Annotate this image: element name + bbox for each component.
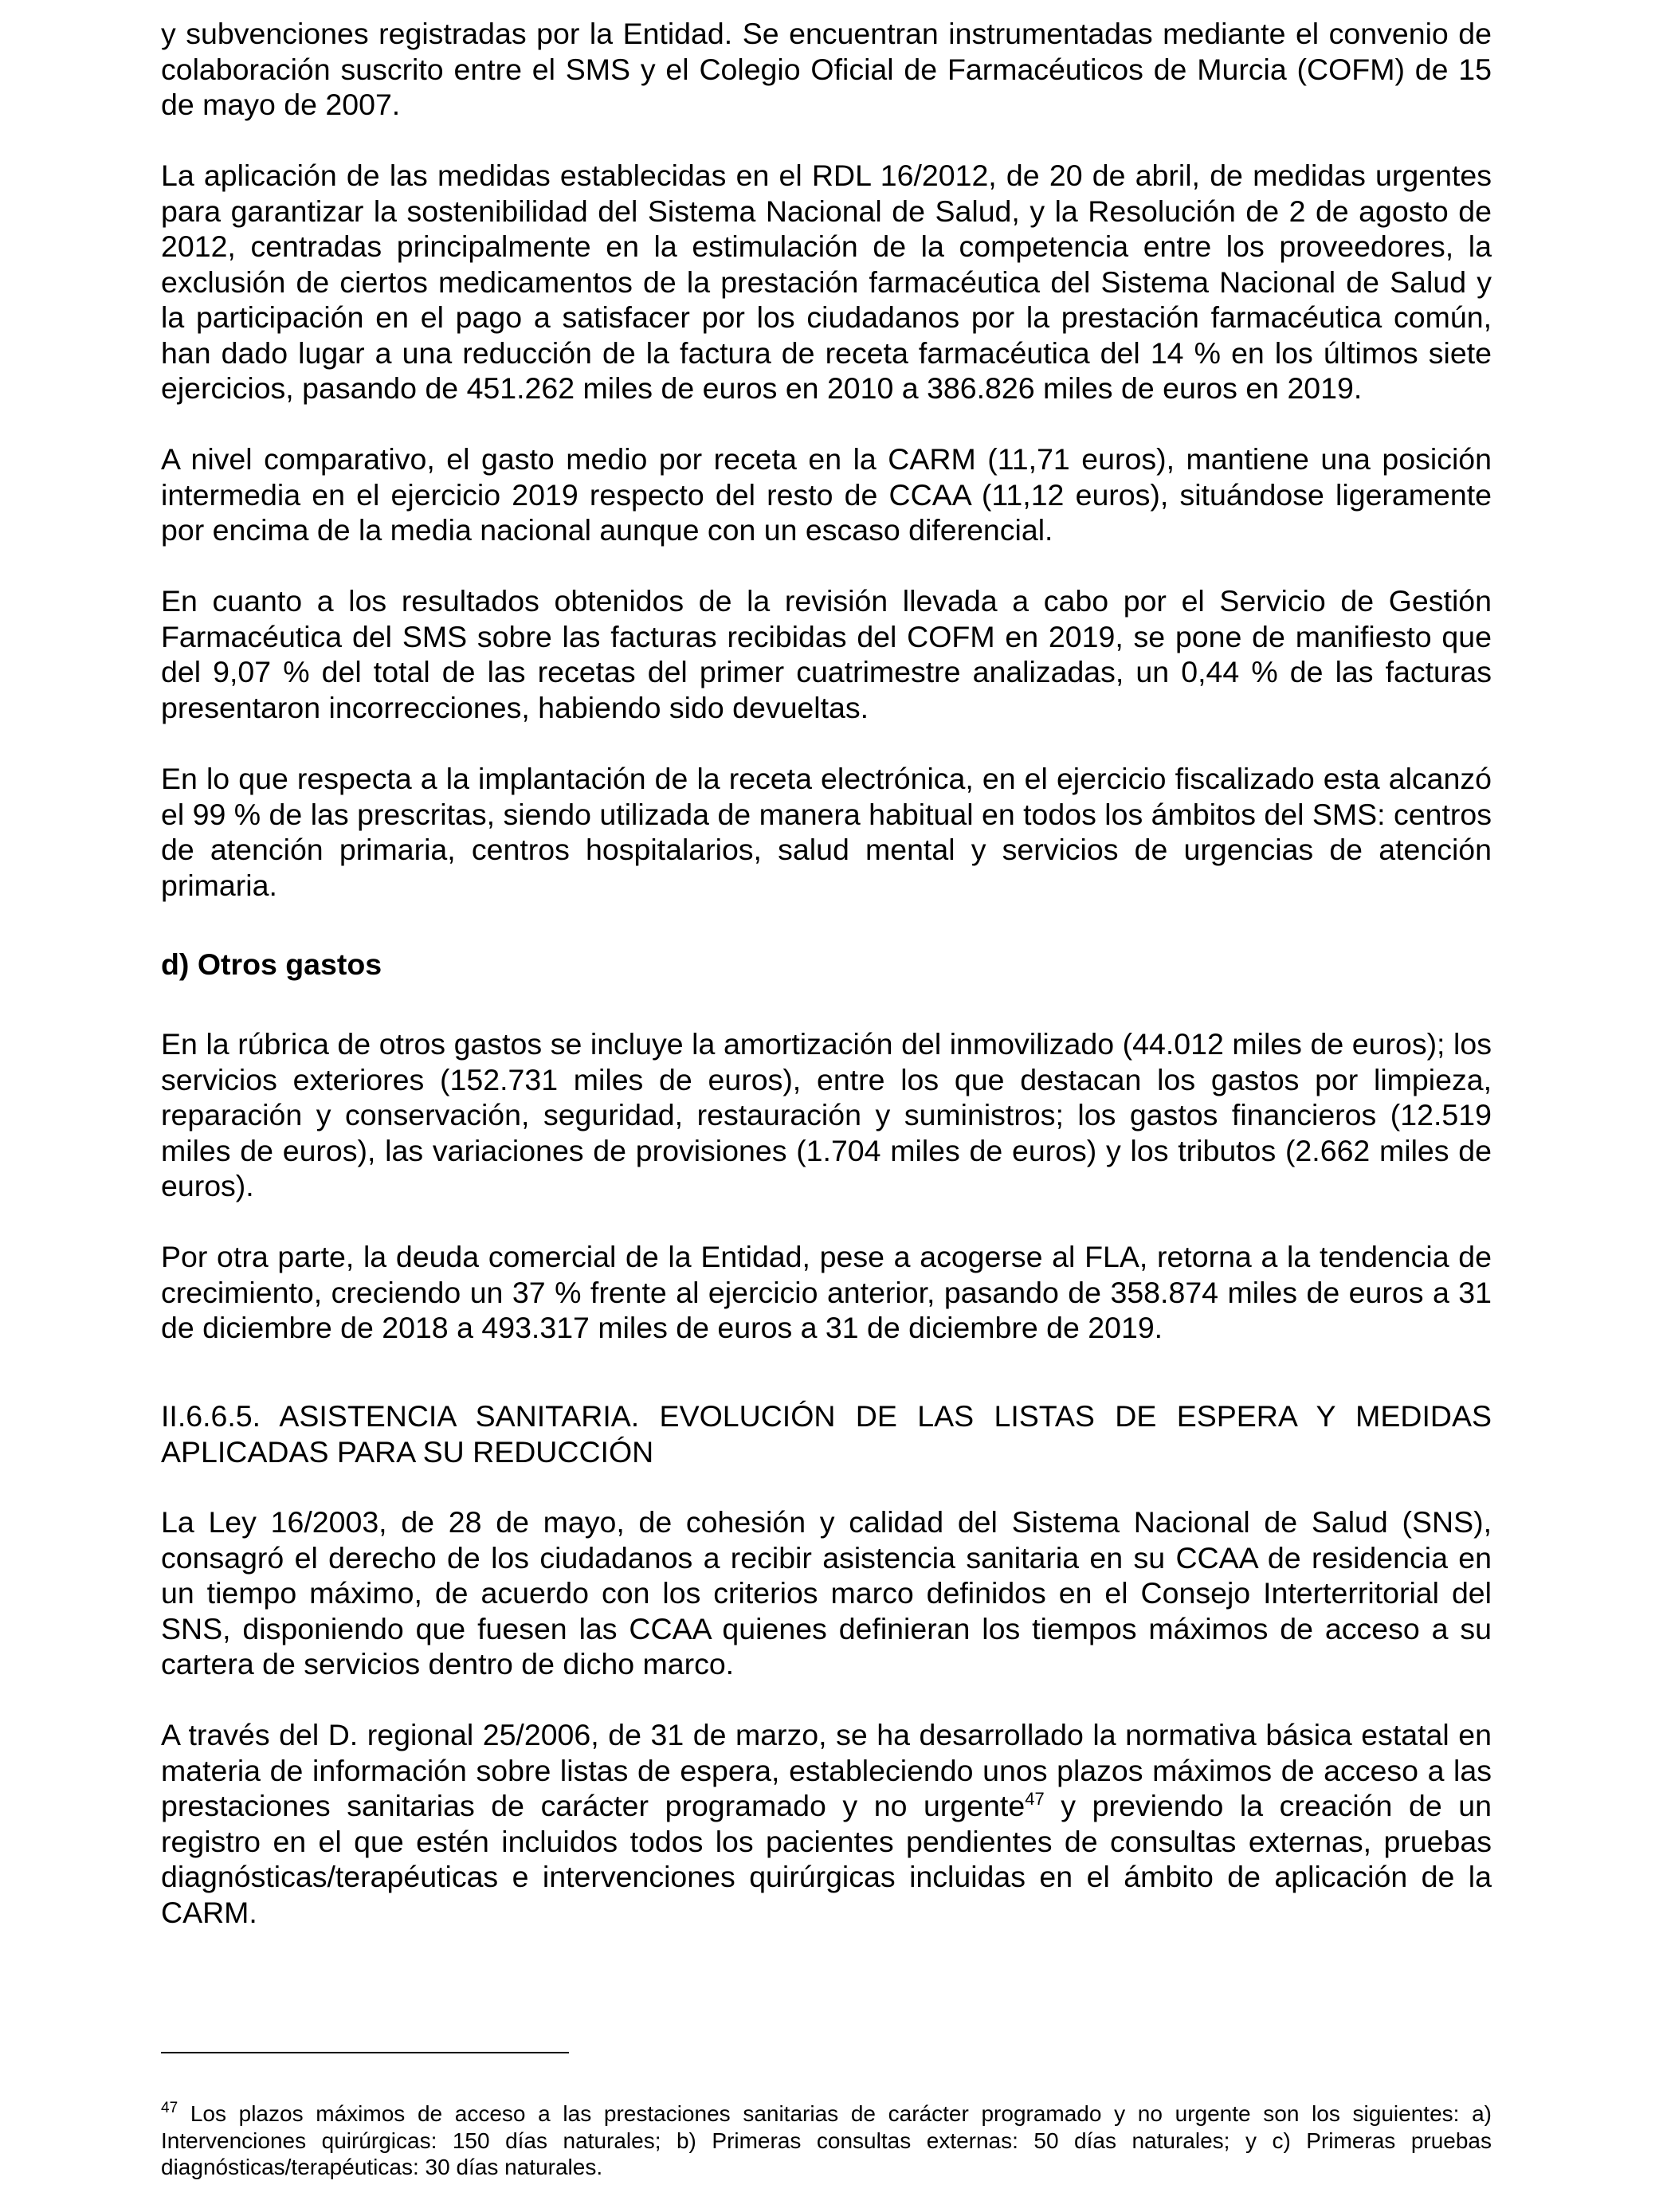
paragraph-otros-gastos: En la rúbrica de otros gastos se incluye la amortización del inmovilizado (44.012 miles de euros); los servicios exteriores (152.731 miles de euros), entre los que destacan los gastos por limpieza, reparación y conservación, seguridad, restauración y suministros; los gastos financieros (12.519 miles de euros), las variaciones de provisiones (1.704 miles de euros) y los tributos (2.662 miles de euros). xyxy=(161,1027,1492,1202)
paragraph-rdl-16-2012: La aplicación de las medidas establecidas en el RDL 16/2012, de 20 de abril, de medidas urgentes para garantizar la sostenibilidad del Sistema Nacional de Salud, y la Resolución de 2 de agosto de 2012, centradas principalmente en la estimulación de la competencia entre los proveedores, la exclusión de ciertos medicamentos de la prestación farmacéutica del Sistema Nacional de Salud y la participación en el pago a satisfacer por los ciudadanos por la prestación farmacéutica común, han dado lugar a una reducción de la factura de receta farmacéutica del 14 % en los últimos siete ejercicios, pasando de 451.262 miles de euros en 2010 a 386.826 miles de euros en 2019. xyxy=(161,159,1492,405)
paragraph-revision-facturas: En cuanto a los resultados obtenidos de la revisión llevada a cabo por el Servicio de Gestión Farmacéutica del SMS sobre las facturas recibidas del COFM en 2019, se pone de manifiesto que del 9,07 % del total de las recetas del primer cuatrimestre analizadas, un 0,44 % de las facturas presentaron incorrecciones, habiendo sido devueltas. xyxy=(161,584,1492,724)
paragraph-decreto-part2: y previendo la creación de un registro en el que estén incluidos todos los pacientes pendientes de consultas externas, pruebas diagnósticas/terapéuticas e intervenciones quirúrgicas incluidas en el ámbito de aplicación de la CARM. xyxy=(161,1789,1492,1929)
section-heading-listas-espera: II.6.6.5. ASISTENCIA SANITARIA. EVOLUCIÓN DE LAS LISTAS DE ESPERA Y MEDIDAS APLICADAS PARA SU REDUCCIÓN xyxy=(161,1399,1492,1469)
document-page xyxy=(161,0,1492,2212)
section-d-heading: d) Otros gastos xyxy=(161,947,382,981)
paragraph-receta-electronica: En lo que respecta a la implantación de la receta electrónica, en el ejercicio fiscalizado esta alcanzó el 99 % de las prescritas, siendo utilizada de manera habitual en todos los ámbitos del SMS: centros de atención primaria, centros hospitalarios, salud mental y servicios de urgencias de atención primaria. xyxy=(161,762,1492,902)
footnote-number: 47 xyxy=(161,2100,178,2116)
footnote-reference[interactable]: 47 xyxy=(1025,1789,1045,1809)
footnote-47 xyxy=(161,2100,1492,2181)
paragraph-decreto-part1: A través del D. regional 25/2006, de 31 de marzo, se ha desarrollado la normativa básica estatal en materia de información sobre listas de espera, estableciendo unos plazos máximos de acceso a las prestaciones sanitarias de carácter programado y no urgente xyxy=(161,1718,1492,1822)
paragraph-ley-16-2003: La Ley 16/2003, de 28 de mayo, de cohesión y calidad del Sistema Nacional de Salud (SNS), consagró el derecho de los ciudadanos a recibir asistencia sanitaria en su CCAA de residencia en un tiempo máximo, de acuerdo con los criterios marco definidos en el Consejo Interterritorial del SNS, disponiendo que fuesen las CCAA quienes definieran los tiempos máximos de acceso a su cartera de servicios dentro de dicho marco. xyxy=(161,1505,1492,1681)
paragraph-subvenciones: y subvenciones registradas por la Entidad. Se encuentran instrumentadas mediante el convenio de colaboración suscrito entre el SMS y el Colegio Oficial de Farmacéuticos de Murcia (COFM) de 15 de mayo de 2007. xyxy=(161,17,1492,121)
paragraph-gasto-medio-receta: A nivel comparativo, el gasto medio por receta en la CARM (11,71 euros), mantiene una posición intermedia en el ejercicio 2019 respecto del resto de CCAA (11,12 euros), situándose ligeramente por encima de la media nacional aunque con un escaso diferencial. xyxy=(161,442,1492,547)
paragraph-decreto-25-2006 xyxy=(161,1717,1492,1930)
footnote-separator xyxy=(161,2052,569,2053)
paragraph-deuda-comercial: Por otra parte, la deuda comercial de la Entidad, pese a acogerse al FLA, retorna a la tendencia de crecimiento, creciendo un 37 % frente al ejercicio anterior, pasando de 358.874 miles de euros a 31 de diciembre de 2018 a 493.317 miles de euros a 31 de diciembre de 2019. xyxy=(161,1240,1492,1344)
footnote-text: Los plazos máximos de acceso a las prestaciones sanitarias de carácter programado y no urgente son los siguientes: a) Intervenciones quirúrgicas: 150 días naturales; b) Primeras consultas externas: 50 días naturales; y c) Primeras pruebas diagnósticas/terapéuticas: 30 días naturales. xyxy=(161,2101,1492,2179)
